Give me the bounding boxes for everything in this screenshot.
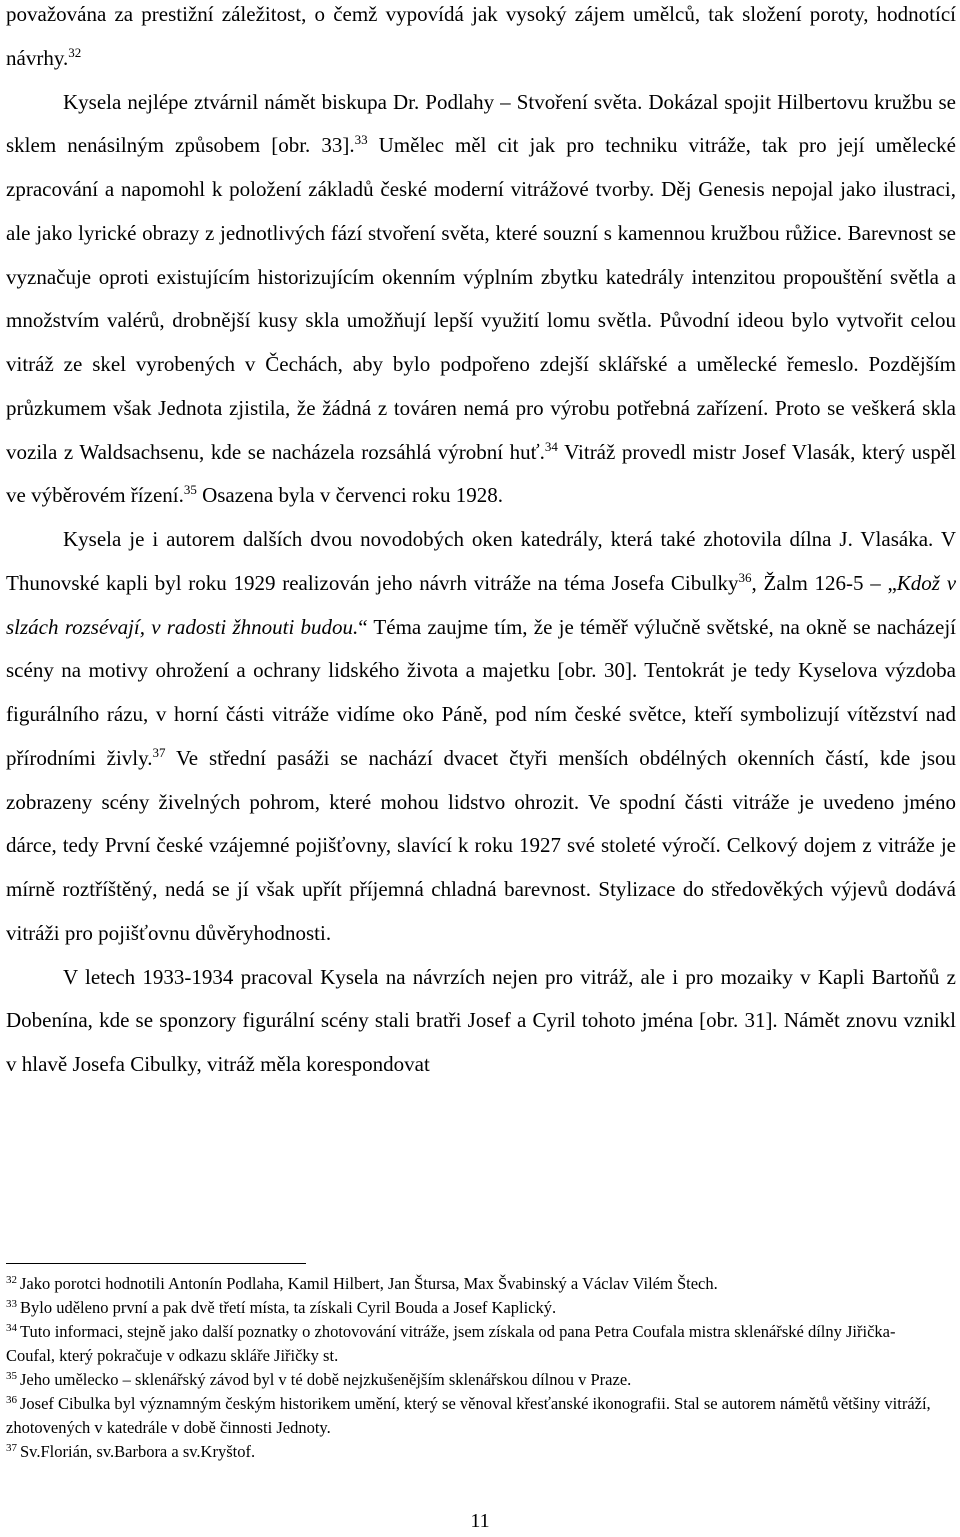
paragraph-3-text-c: “ Téma zaujme tím, že je téměř výlučně světské, na okně se nacházejí scény na motivy ohrožení a ochrany lidského života a majetku [obr. 30]. Tentokrát je tedy Kyselova výzdoba figurálního rázu, v horní části vitráže vidíme oko Páně, pod ním české světce, kteří symbolizují vítězství nad přírodními živly.: [6, 614, 956, 770]
footnote-34: [6, 1320, 936, 1368]
footnote-ref-34[interactable]: 34: [544, 438, 558, 454]
paragraph-2-text-b: Umělec měl cit jak pro techniku vitráže, tak pro její umělecké zpracování a napomohl k položení základů české moderní vitrážové tvorby. Děj Genesis nepojal jako ilustraci, ale jako lyrické obrazy z jednotlivých fází stvoření světa, které souzní s kamennou kružbou růžice. Barevnost se vyznačuje oproti existujícím historizujícím okenním výplním zbytku katedrály intenzitou propouštění světla a množstvím valérů, drobnější kusy skla umožňují lepší využití lomu světla. Původní ideou bylo vytvořit celou vitráž ze skel vyrobených v Čechách, aby bylo podpořeno zdejší sklářské a umělecké řemeslo. Pozdějším průzkumem však Jednota zjistila, že žádná z továren nemá pro výrobu potřebná zařízení. Proto se veškerá skla vozila z Waldsachsenu, kde se nacházela rozsáhlá výrobní huť.: [6, 133, 956, 464]
body-text: [6, 0, 956, 1087]
footnote-33: [6, 1296, 936, 1320]
footnote-text: Jako porotci hodnotili Antonín Podlaha, Kamil Hilbert, Jan Štursa, Max Švabinský a Václav Vilém Štech.: [20, 1274, 718, 1293]
footnote-number: 33: [6, 1298, 17, 1310]
footnote-36: [6, 1392, 936, 1440]
paragraph-3-text-d: Ve střední pasáži se nachází dvacet čtyři menších obdélných okenních částí, kde jsou zobrazeny scény živelných pohrom, které mohou lidstvo ohrozit. Ve spodní části vitráže je uvedeno jméno dárce, tedy První české vzájemné pojišťovny, slavící k roku 1927 své stoleté výročí. Celkový dojem z vitráže je mírně roztříštěný, nedá se jí však upřít příjemná chladná barevnost. Stylizace do středověkých výjevů dodává vitráži pro pojišťovnu důvěryhodnosti.: [6, 745, 956, 945]
footnote-separator: [6, 1263, 306, 1264]
footnote-ref-37[interactable]: 37: [152, 744, 166, 760]
footnote-37: [6, 1440, 936, 1464]
footnote-32: [6, 1272, 936, 1296]
footnote-number: 35: [6, 1370, 17, 1382]
footnote-text: Tuto informaci, stejně jako další poznatky o zhotovování vitráže, jsem získala od pana Petra Coufala mistra sklenářské dílny Jiřička-Coufal, který pokračuje v odkazu skláře Jiřičky st.: [6, 1322, 896, 1365]
footnote-ref-33[interactable]: 33: [354, 132, 368, 148]
footnote-number: 34: [6, 1322, 17, 1334]
footnote-number: 32: [6, 1274, 17, 1286]
footnote-number: 37: [6, 1442, 17, 1454]
paragraph-2-text-a: Kysela nejlépe ztvárnil námět biskupa Dr. Podlahy – Stvoření světa. Dokázal spojit Hilbertovu kružbu se sklem nenásilným způsobem [obr. 33].: [6, 89, 956, 158]
footnote-ref-32[interactable]: 32: [68, 44, 82, 60]
footnote-35: [6, 1368, 936, 1392]
paragraph-1-text: považována za prestižní záležitost, o čemž vypovídá jak vysoký zájem umělců, tak složení poroty, hodnotící návrhy.: [6, 2, 956, 70]
paragraph-4-text: V letech 1933-1934 pracoval Kysela na návrzích nejen pro vitráž, ale i pro mozaiky v Kapli Bartoňů z Dobenína, kde se sponzory figurální scény stali bratři Josef a Cyril tohoto jména [obr. 31]. Námět znovu vznikl v hlavě Josefa Cibulky, vitráž měla korespondovat: [6, 964, 956, 1076]
footnote-text: Sv.Florián, sv.Barbora a sv.Kryštof.: [20, 1442, 256, 1461]
footnote-ref-35[interactable]: 35: [183, 482, 197, 498]
paragraph-4: [6, 956, 956, 1087]
footnote-number: 36: [6, 1394, 17, 1406]
footnote-text: Jeho umělecko – sklenářský závod byl v té době nejzkušenějším sklenářskou dílnou v Praze.: [20, 1370, 632, 1389]
paragraph-2: [6, 81, 956, 519]
footnotes: [6, 1272, 936, 1464]
footnote-text: Josef Cibulka byl významným českým historikem umění, který se věnoval křesťanské ikonografii. Stal se autorem námětů většiny vitráží, zhotovených v katedrále v době činnosti Jednoty.: [6, 1394, 931, 1437]
paragraph-2-text-c: Vitráž provedl mistr Josef Vlasák, který uspěl ve výběrovém řízení.: [6, 439, 956, 508]
page-number: 11: [470, 1510, 490, 1532]
paragraph-2-text-d: Osazena byla v červenci roku 1928.: [196, 483, 503, 508]
paragraph-1: [6, 0, 956, 81]
paragraph-3-text-b: , Žalm 126-5 – „: [751, 570, 897, 595]
footnote-text: Bylo uděleno první a pak dvě třetí místa, ta získali Cyril Bouda a Josef Kaplický.: [20, 1298, 557, 1317]
paragraph-3: [6, 518, 956, 956]
footnote-ref-36[interactable]: 36: [738, 569, 752, 585]
psalm-quote: Kdož v slzách rozsévají, v radosti žhnouti budou.: [6, 570, 957, 639]
paragraph-3-text-a: Kysela je i autorem dalších dvou novodobých oken katedrály, která také zhotovila dílna J. Vlasáka. V Thunovské kapli byl roku 1929 realizován jeho návrh vitráže na téma Josefa Cibulky: [6, 527, 956, 595]
